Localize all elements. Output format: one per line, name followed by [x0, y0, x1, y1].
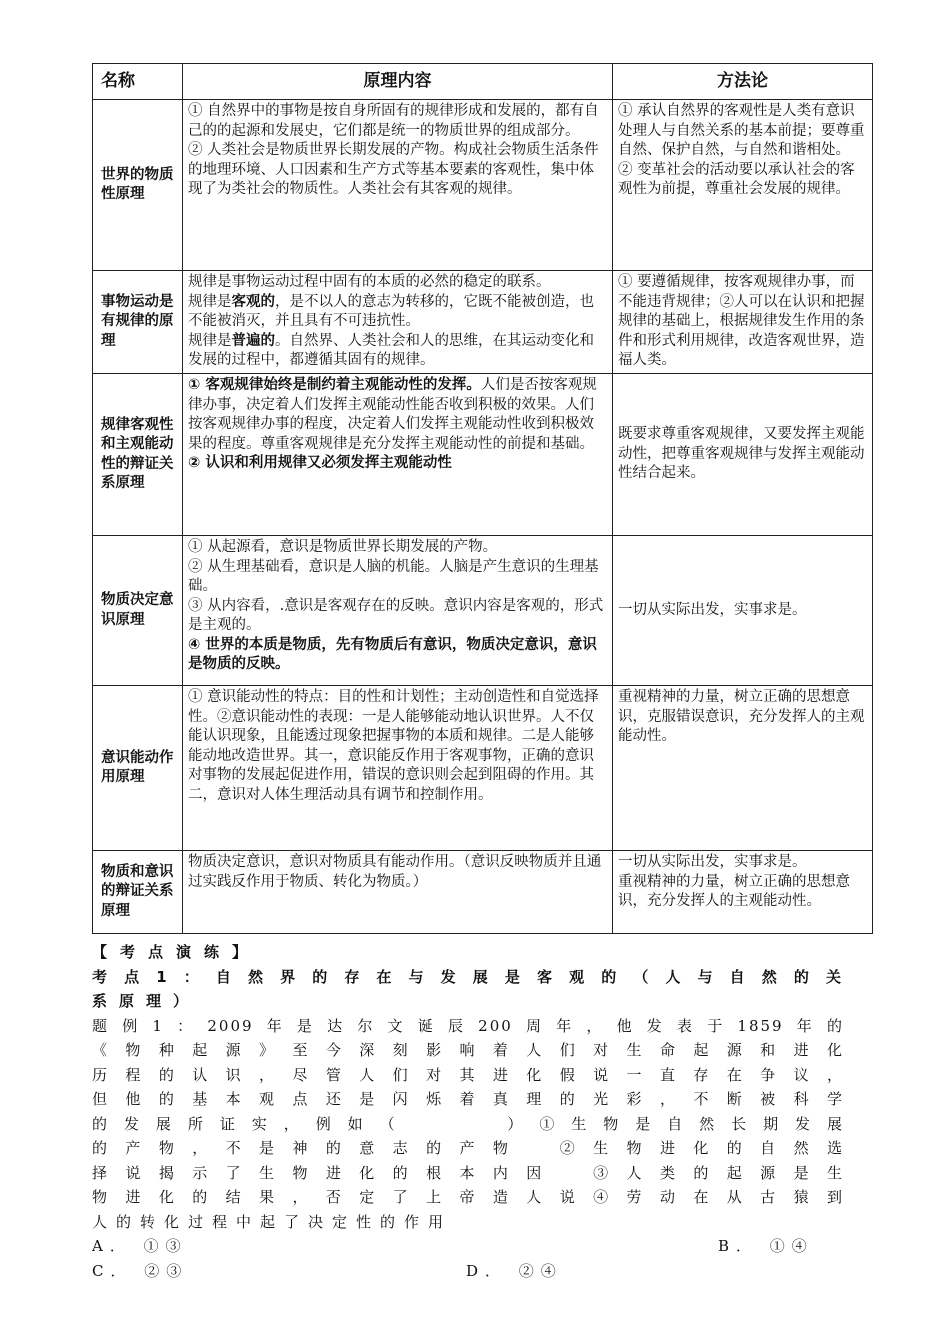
- row-content: [183, 271, 613, 374]
- content-para: ② 人类社会是物质世界长期发展的产物。构成社会物质生活条件的地理环境、人口因素和生产方式等基本要素的客观性，集中体现了为类社会的物质性。人类社会有其客观的规律。: [188, 142, 599, 197]
- row-name: 物质决定意识原理: [93, 536, 183, 686]
- content-para: ② 从生理基础看，意识是人脑的机能。人脑是产生意识的生理基础。: [188, 558, 599, 594]
- header-name: 名称: [93, 64, 183, 100]
- row-name: 事物运动是有规律的原理: [93, 271, 183, 374]
- content-para: [188, 293, 607, 332]
- question-line: 择说揭示了生物进化的根本内因 ③人类的起源是生: [92, 1163, 844, 1182]
- header-content: 原理内容: [183, 64, 613, 100]
- row-content: ① 意识能动性的特点：目的性和计划性；主动创造性和自觉选择性。②意识能动性的表现：一是人能够能动地认识世界。人不仅能认识现象，且能透过现象把握事物的本质和规律。二是人能够能动地改造世界。其一，意识能反作用于客观事物，正确的意识对事物的发展起促进作用，错误的意识则会起到阻碍的作用。其二，意识对人体生理活动具有调节和控制作用。: [183, 686, 613, 851]
- content-text: 规律是: [188, 332, 232, 349]
- question-line: 历程的认识，尽管人们对其进化假说一直存在争议，: [92, 1065, 844, 1084]
- row-name: 规律客观性和主观能动性的辩证关系原理: [93, 374, 183, 536]
- option-c: C． ②③: [92, 1262, 189, 1280]
- content-emphasis: ② 认识和利用规律又必须发挥主观能动性: [188, 455, 452, 471]
- content-para: ① 自然界中的事物是按自身所固有的规律形成和发展的，都有自己的的起源和发展史，它们都是统一的物质世界的组成部分。: [188, 103, 599, 139]
- content-emphasis: ① 客观规律始终是制约着主观能动性的发挥。: [188, 377, 481, 393]
- table-row: [93, 686, 873, 851]
- method-para: 一切从实际出发，实事求是。: [618, 854, 807, 870]
- table-row: [93, 271, 873, 374]
- row-method: ① 要遵循规律，按客观规律办事，而不能违背规律；②人可以在认识和把握规律的基础上，根据规律发生作用的条件和形式利用规律，改造客观世界，造福人类。: [613, 271, 873, 374]
- option-d: D． ②④: [466, 1262, 563, 1280]
- option-a: A． ①③: [92, 1237, 188, 1255]
- content-para: 规律是事物运动过程中固有的本质的必然的稳定的联系。: [188, 274, 551, 290]
- method-para: ① 承认自然界的客观性是人类有意识处理人与自然关系的基本前提；要尊重自然、保护自然，与自然和谐相处。: [618, 103, 865, 158]
- question-line: 的产物，不是神的意志的产物 ②生物进化的自然选: [92, 1139, 844, 1157]
- content-emphasis: ④ 世界的本质是物质，先有物质后有意识，物质决定意识，意识是物质的反映。: [188, 636, 597, 672]
- row-method: 一切从实际出发，实事求是。: [613, 536, 873, 686]
- row-name: 物质和意识的辩证关系原理: [93, 851, 183, 934]
- row-method: 重视精神的力量，树立正确的思想意识，克服错误意识，充分发挥人的主观能动性。: [613, 686, 873, 851]
- options-row-1: [92, 1234, 844, 1259]
- row-method: [613, 100, 873, 271]
- content-text: ，是不以人的意志为转移的，它既不能被创造，也不能被消灭，并且具有不可违抗性。: [188, 293, 594, 329]
- row-content: [183, 374, 613, 536]
- option-b: B． ①④: [718, 1237, 814, 1255]
- row-method: 既要求尊重客观规律，又要发挥主观能动性，把尊重客观规律与发挥主观能动性结合起来。: [613, 374, 873, 536]
- question-line: 物进化的结果，否定了上帝造人说④劳动在从古猿到: [92, 1188, 844, 1206]
- content-emphasis: 普遍的: [231, 332, 275, 349]
- method-para: ② 变革社会的活动要以承认社会的客观性为前提，尊重社会发展的规律。: [618, 161, 855, 197]
- question-line: 题例1：2009年是达尔文诞辰200周年，他发表于1859年的: [92, 1016, 844, 1035]
- content-para: [188, 376, 607, 454]
- kaodian-title: 考点1：自然界的存在与发展是客观的（人与自然的关: [92, 967, 844, 986]
- options-row-2: [92, 1259, 844, 1284]
- exercise-section: [92, 940, 844, 1284]
- question-line: 人的转化过程中起了决定性的作用: [92, 1212, 453, 1231]
- question-line: 但他的基本观点还是闪烁着真理的光彩，不断被科学: [92, 1090, 844, 1108]
- content-text: 。自然界、人类社会和人的思维，在其运动变化和发展的过程中，都遵循其固有的规律。: [188, 332, 594, 368]
- content-text: 人们是否按客观规律办事，决定着人们发挥主观能动性能否收到积极的效果。人们按客观规律办事的程度，决定着人们发挥主观能动性收到积极效果的程度。尊重客观规律是充分发挥主观能动性的前提和基础。: [188, 377, 597, 452]
- content-para: [188, 332, 607, 371]
- question-line: 《物种起源》至今深刻影响着人们对生命起源和进化: [92, 1041, 844, 1059]
- row-content: [183, 100, 613, 271]
- content-emphasis: 客观的: [231, 293, 275, 310]
- table-row: [93, 100, 873, 271]
- header-method: 方法论: [613, 64, 873, 100]
- content-text: 规律是: [188, 293, 232, 310]
- table-header-row: [93, 64, 873, 100]
- table-row: [93, 851, 873, 934]
- row-name: 世界的物质性原理: [93, 100, 183, 271]
- kaodian-title-cont: 系原理）: [92, 992, 201, 1010]
- row-method: [613, 851, 873, 934]
- content-para: ③ 从内容看，.意识是客观存在的反映。意识内容是客观的，形式是主观的。: [188, 597, 604, 633]
- content-para: ① 从起源看，意识是物质世界长期发展的产物。: [188, 539, 498, 555]
- question-line: 的发展所证实，例如（ ）①生物是自然长期发展: [92, 1114, 844, 1133]
- table-row: [93, 374, 873, 536]
- section-heading: 【考点演练】: [92, 943, 261, 961]
- table-row: [93, 536, 873, 686]
- row-name: 意识能动作用原理: [93, 686, 183, 851]
- principles-table: [92, 63, 873, 934]
- row-content: 物质决定意识，意识对物质具有能动作用。（意识反映物质并且通过实践反作用于物质、转化为物质。）: [183, 851, 613, 934]
- row-content: [183, 536, 613, 686]
- method-para: 重视精神的力量，树立正确的思想意识，充分发挥人的主观能动性。: [618, 873, 850, 909]
- question-text: [92, 1014, 844, 1235]
